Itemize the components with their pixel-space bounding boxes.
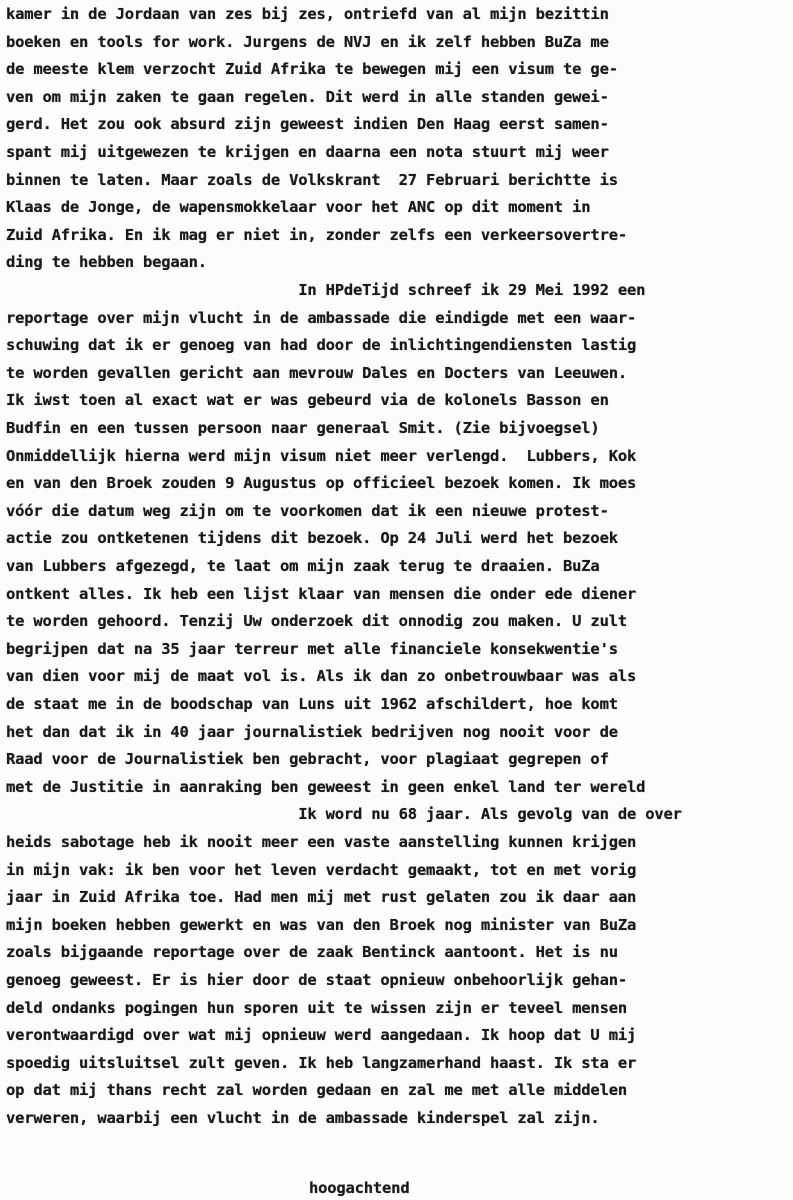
letter-line: gerd. Het zou ook absurd zijn geweest indien Den Haag eerst samen- bbox=[6, 115, 609, 134]
letter-line: spant mij uitgewezen te krijgen en daarna een nota stuurt mij weer bbox=[6, 143, 609, 161]
letter-line: kamer in de Jordaan van zes bij zes, ontriefd van al mijn bezittin bbox=[6, 5, 609, 23]
letter-line: genoeg geweest. Er is hier door de staat opnieuw onbehoorlijk gehan- bbox=[6, 971, 627, 989]
letter-signoff: hoogachtend bbox=[309, 1179, 410, 1197]
letter-line: vóór die datum weg zijn om te voorkomen dat ik een nieuwe protest- bbox=[6, 501, 609, 520]
letter-line: Klaas de Jonge, de wapensmokkelaar voor het ANC op dit moment in bbox=[6, 198, 591, 217]
letter-line: Onmiddellijk hierna werd mijn visum niet meer verlengd. Lubbers, Kok bbox=[6, 446, 637, 465]
letter-line: heids sabotage heb ik nooit meer een vaste aanstelling kunnen krijgen bbox=[6, 833, 637, 851]
letter-line: deld ondanks pogingen hun sporen uit te wissen zijn er teveel mensen bbox=[6, 998, 627, 1017]
letter-line: begrijpen dat na 35 jaar terreur met alle financiele konsekwentie's bbox=[6, 639, 618, 658]
letter-line: Budfin en een tussen persoon naar generaal Smit. (Zie bijvoegsel) bbox=[6, 419, 600, 437]
letter-line: Raad voor de Journalistiek ben gebracht, voor plagiaat gegrepen of bbox=[6, 750, 609, 769]
letter-line: van dien voor mij de maat vol is. Als ik dan zo onbetrouwbaar was als bbox=[6, 667, 637, 686]
letter-line: Ik iwst toen al exact wat er was gebeurd via de kolonels Basson en bbox=[6, 391, 609, 410]
letter-line: van Lubbers afgezegd, te laat om mijn zaak terug te draaien. BuZa bbox=[6, 557, 600, 575]
letter-line: ven om mijn zaken te gaan regelen. Dit werd in alle standen gewei- bbox=[6, 87, 609, 106]
letter-line: actie zou ontketenen tijdens dit bezoek. Op 24 Juli werd het bezoek bbox=[6, 529, 618, 548]
letter-line: de staat me in de boodschap van Luns uit 1962 afschildert, hoe komt bbox=[6, 695, 618, 713]
letter-line: op dat mij thans recht zal worden gedaan en zal me met alle middelen bbox=[6, 1081, 627, 1100]
letter-line: jaar in Zuid Afrika toe. Had men mij met rust gelaten zou ik daar aan bbox=[6, 888, 637, 907]
letter-line: ding te hebben begaan. bbox=[6, 253, 207, 272]
letter-line: In HPdeTijd schreef ik 29 Mei 1992 een bbox=[6, 281, 646, 299]
letter-line: Ik word nu 68 jaar. Als gevolg van de over bbox=[6, 805, 682, 824]
letter-line: verontwaardigd over wat mij opnieuw werd aangedaan. Ik hoop dat U mij bbox=[6, 1026, 637, 1045]
letter-line: schuwing dat ik er genoeg van had door de inlichtingendiensten lastig bbox=[6, 336, 637, 355]
letter-line: boeken en tools for work. Jurgens de NVJ en ik zelf hebben BuZa me bbox=[6, 32, 609, 51]
letter-line: te worden gevallen gericht aan mevrouw Dales en Docters van Leeuwen. bbox=[6, 363, 627, 382]
letter-line: ontkent alles. Ik heb een lijst klaar van mensen die onder ede diener bbox=[6, 584, 637, 603]
letter-line: Zuid Afrika. En ik mag er niet in, zonder zelfs een verkeersovertre- bbox=[6, 225, 627, 244]
letter-line: binnen te laten. Maar zoals de Volkskrant 27 Februari berichtte is bbox=[6, 170, 618, 189]
letter-line: het dan dat ik in 40 jaar journalistiek bedrijven nog nooit voor de bbox=[6, 722, 618, 741]
letter-line: spoedig uitsluitsel zult geven. Ik heb langzamerhand haast. Ik sta er bbox=[6, 1053, 637, 1072]
letter-line: reportage over mijn vlucht in de ambassade die eindigde met een waar- bbox=[6, 308, 637, 327]
letter-line: met de Justitie in aanraking ben geweest in geen enkel land ter wereld bbox=[6, 777, 646, 796]
letter-line: zoals bijgaande reportage over de zaak Bentinck aantoont. Het is nu bbox=[6, 943, 618, 962]
letter-line: verweren, waarbij een vlucht in de ambassade kinderspel zal zijn. bbox=[6, 1109, 600, 1127]
letter-line: de meeste klem verzocht Zuid Afrika te bewegen mij een visum te ge- bbox=[6, 60, 618, 79]
letter-line: in mijn vak: ik ben voor het leven verdacht gemaakt, tot en met vorig bbox=[6, 860, 637, 879]
letter-line: te worden gehoord. Tenzij Uw onderzoek dit onnodig zou maken. U zult bbox=[6, 612, 627, 631]
letter-line: mijn boeken hebben gewerkt en was van den Broek nog minister van BuZa bbox=[6, 915, 637, 934]
letter-line: en van den Broek zouden 9 Augustus op officieel bezoek komen. Ik moes bbox=[6, 474, 637, 493]
